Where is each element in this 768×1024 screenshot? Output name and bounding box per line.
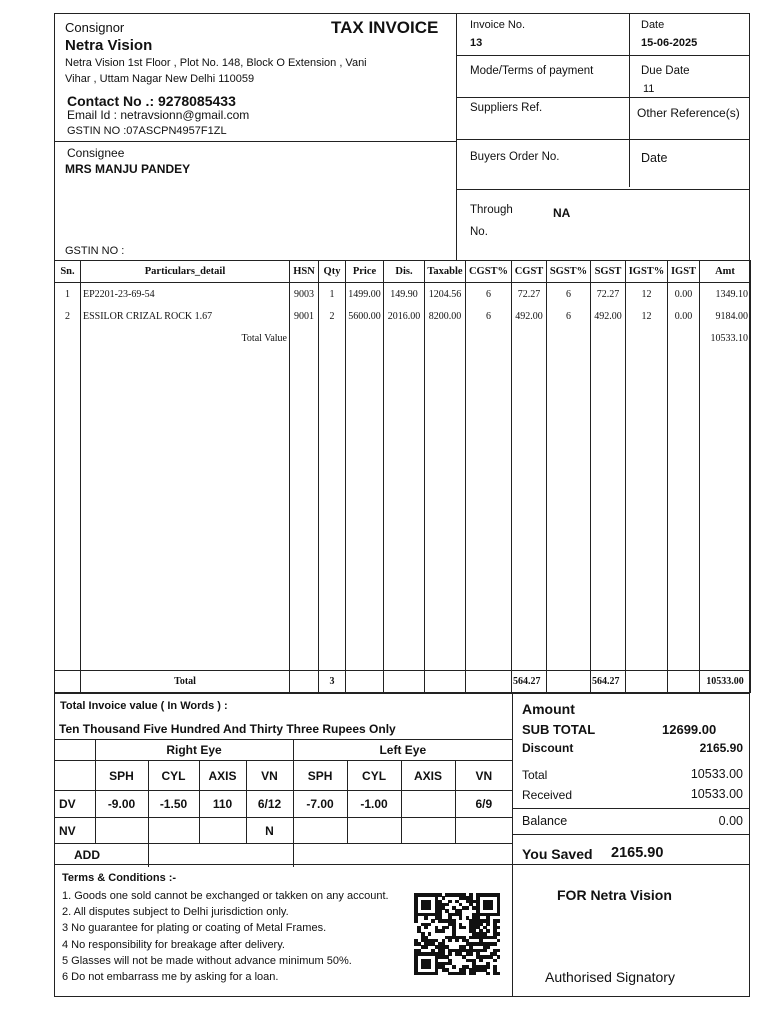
consignee-gstin: GSTIN NO :: [65, 245, 125, 257]
col-header: SGST%: [547, 261, 591, 283]
cell-amt: 9184.00: [700, 305, 751, 327]
col-header: Amt: [700, 261, 751, 283]
eye-add-label: ADD: [54, 844, 148, 867]
cell-discount: 149.90: [384, 283, 425, 306]
cell-amt: 1349.10: [700, 283, 751, 306]
divider: [456, 97, 750, 98]
words-value: Ten Thousand Five Hundred And Thirty Three Rupees Only: [59, 722, 396, 736]
col-header: CGST%: [466, 261, 512, 283]
through-value: NA: [553, 206, 571, 220]
term-item: 4 No responsibility for breakage after delivery.: [62, 939, 285, 951]
eye-col-header: AXIS: [199, 761, 246, 791]
consignor-gstin: GSTIN NO :07ASCPN4957F1ZL: [67, 125, 227, 137]
qr-code-icon: [414, 893, 500, 975]
col-header: CGST: [512, 261, 547, 283]
received-label: Received: [522, 788, 573, 802]
right-eye-label: Right Eye: [95, 740, 293, 761]
divider: [456, 139, 750, 140]
col-header: HSN: [290, 261, 319, 283]
total-cgst: 564.27: [512, 671, 547, 693]
col-header: Sn.: [55, 261, 81, 283]
col-header: Dis.: [384, 261, 425, 283]
you-saved-label: You Saved: [522, 846, 593, 862]
eye-col-header: SPH: [293, 761, 347, 791]
mode-of-payment-label: Mode/Terms of payment: [470, 65, 594, 77]
total-amt: 10533.00: [700, 671, 751, 693]
cell-cgst-pct: 6: [466, 305, 512, 327]
due-date-label: Due Date: [641, 65, 690, 77]
eye-value: 110: [199, 791, 246, 818]
eye-col-header: AXIS: [401, 761, 455, 791]
cell-hsn: 9003: [290, 283, 319, 306]
cell-sgst-pct: 6: [547, 305, 591, 327]
divider: [456, 55, 750, 56]
col-header: Price: [346, 261, 384, 283]
term-item: 3 No guarantee for plating or coating of Metal Frames.: [62, 922, 327, 934]
terms-heading: Terms & Conditions :-: [62, 872, 177, 884]
you-saved-value: 2165.90: [611, 845, 664, 861]
divider: [512, 693, 513, 997]
cell-sn: 1: [55, 283, 81, 306]
date-label: Date: [641, 19, 665, 31]
term-item: 1. Goods one sold cannot be exchanged or takken on any account.: [62, 890, 389, 902]
cell-cgst: 492.00: [512, 305, 547, 327]
eye-value: -1.50: [148, 791, 199, 818]
consignor-contact: Contact No .: 9278085433: [67, 93, 236, 109]
discount-label: Discount: [522, 741, 574, 755]
cell-sgst-pct: 6: [547, 283, 591, 306]
eye-value: [148, 818, 199, 844]
eye-row-dv: [54, 791, 512, 818]
consignor-label: Consignor: [65, 20, 125, 35]
no-label: No.: [470, 226, 488, 238]
cell-discount: 2016.00: [384, 305, 425, 327]
items-header-row: [55, 261, 751, 283]
total-row: [55, 671, 751, 693]
cell-igst-pct: 12: [626, 305, 668, 327]
divider: [456, 189, 750, 190]
cell-qty: 1: [319, 283, 346, 306]
col-header: SGST: [591, 261, 626, 283]
table-row: [55, 305, 751, 327]
amount-heading: Amount: [522, 701, 575, 717]
consignor-address-1: Netra Vision 1st Floor , Plot No. 148, Block O Extension , Vani: [65, 57, 367, 69]
buyers-date-label: Date: [641, 151, 668, 165]
eye-value: [293, 818, 347, 844]
through-label: Through: [470, 204, 513, 216]
eye-col-header: CYL: [347, 761, 401, 791]
divider: [54, 693, 750, 694]
eye-col-header: VN: [246, 761, 293, 791]
col-header: IGST%: [626, 261, 668, 283]
cell-particulars: ESSILOR CRIZAL ROCK 1.67: [81, 305, 290, 327]
invoice-no-label: Invoice No.: [470, 19, 526, 31]
received-value: 10533.00: [690, 787, 743, 801]
eye-value: -7.00: [293, 791, 347, 818]
cell-qty: 2: [319, 305, 346, 327]
other-ref-label: Other Reference(s): [637, 106, 740, 120]
col-header: IGST: [668, 261, 700, 283]
cell-sgst: 72.27: [591, 283, 626, 306]
col-header: Taxable: [425, 261, 466, 283]
cell-cgst-pct: 6: [466, 283, 512, 306]
doc-title: TAX INVOICE: [331, 18, 439, 37]
authorised-signatory: Authorised Signatory: [545, 969, 675, 985]
eye-value: -1.00: [347, 791, 401, 818]
balance-label: Balance: [522, 814, 568, 828]
total-value: 10533.10: [700, 327, 751, 349]
eye-row-nv: [54, 818, 512, 844]
cell-price: 1499.00: [346, 283, 384, 306]
total-qty: 3: [319, 671, 346, 693]
divider: [512, 808, 750, 809]
eye-value: [347, 818, 401, 844]
eye-prescription-table: [54, 739, 512, 867]
consignor-address-2: Vihar , Uttam Nagar New Delhi 110059: [65, 73, 255, 85]
words-label: Total Invoice value ( In Words ) :: [60, 700, 228, 712]
cell-taxable: 1204.56: [425, 283, 466, 306]
table-row: [55, 283, 751, 306]
eye-value: [401, 791, 455, 818]
eye-col-header: SPH: [95, 761, 148, 791]
term-item: 2. All disputes subject to Delhi jurisdiction only.: [62, 906, 289, 918]
eye-value: [401, 818, 455, 844]
eye-col-header: VN: [455, 761, 512, 791]
eye-row-label: DV: [54, 791, 95, 818]
sub-total-value: 12699.00: [662, 722, 717, 737]
cell-price: 5600.00: [346, 305, 384, 327]
date-value: 15-06-2025: [641, 37, 698, 49]
eye-value: N: [246, 818, 293, 844]
total-value-label: Total Value: [81, 327, 290, 349]
left-eye-label: Left Eye: [293, 740, 512, 761]
cell-sn: 2: [55, 305, 81, 327]
cell-igst: 0.00: [668, 305, 700, 327]
cell-sgst: 492.00: [591, 305, 626, 327]
eye-group-row: [54, 740, 512, 761]
eye-value: [95, 818, 148, 844]
for-company: FOR Netra Vision: [557, 887, 672, 903]
eye-value: [455, 818, 512, 844]
eye-col-header: CYL: [148, 761, 199, 791]
eye-value: [199, 818, 246, 844]
suppliers-ref-label: Suppliers Ref.: [470, 102, 543, 114]
total-label: Total: [522, 768, 548, 782]
total-value-row: [55, 327, 751, 349]
cell-cgst: 72.27: [512, 283, 547, 306]
total-value: 10533.00: [690, 767, 743, 781]
sub-total-label: SUB TOTAL: [522, 722, 596, 737]
cell-igst: 0.00: [668, 283, 700, 306]
table-spacer: [55, 349, 751, 671]
balance-value: 0.00: [718, 814, 743, 828]
divider: [456, 13, 457, 260]
divider: [54, 141, 456, 142]
divider: [512, 834, 750, 835]
cell-igst-pct: 12: [626, 283, 668, 306]
eye-header-row: [54, 761, 512, 791]
total-label: Total: [81, 671, 290, 693]
eye-row-add: [54, 844, 512, 867]
col-header: Qty: [319, 261, 346, 283]
consignee-label: Consignee: [67, 146, 125, 160]
eye-value: -9.00: [95, 791, 148, 818]
total-sgst: 564.27: [591, 671, 626, 693]
term-item: 6 Do not embarrass me by asking for a loan.: [62, 971, 279, 983]
consignee-name: MRS MANJU PANDEY: [65, 162, 191, 176]
eye-value: 6/12: [246, 791, 293, 818]
eye-row-label: NV: [54, 818, 95, 844]
buyers-order-label: Buyers Order No.: [470, 151, 560, 163]
invoice-no-value: 13: [470, 37, 483, 49]
consignor-email: Email Id : netravsionn@gmail.com: [67, 108, 250, 122]
divider: [629, 13, 630, 187]
cell-particulars: EP2201-23-69-54: [81, 283, 290, 306]
due-date-value: 11: [643, 83, 655, 95]
cell-hsn: 9001: [290, 305, 319, 327]
eye-value: 6/9: [455, 791, 512, 818]
discount-value: 2165.90: [699, 741, 743, 755]
term-item: 5 Glasses will not be made without advance minimum 50%.: [62, 955, 352, 967]
cell-taxable: 8200.00: [425, 305, 466, 327]
items-table: [54, 260, 751, 693]
col-header: Particulars_detail: [81, 261, 290, 283]
consignor-name: Netra Vision: [65, 37, 153, 54]
